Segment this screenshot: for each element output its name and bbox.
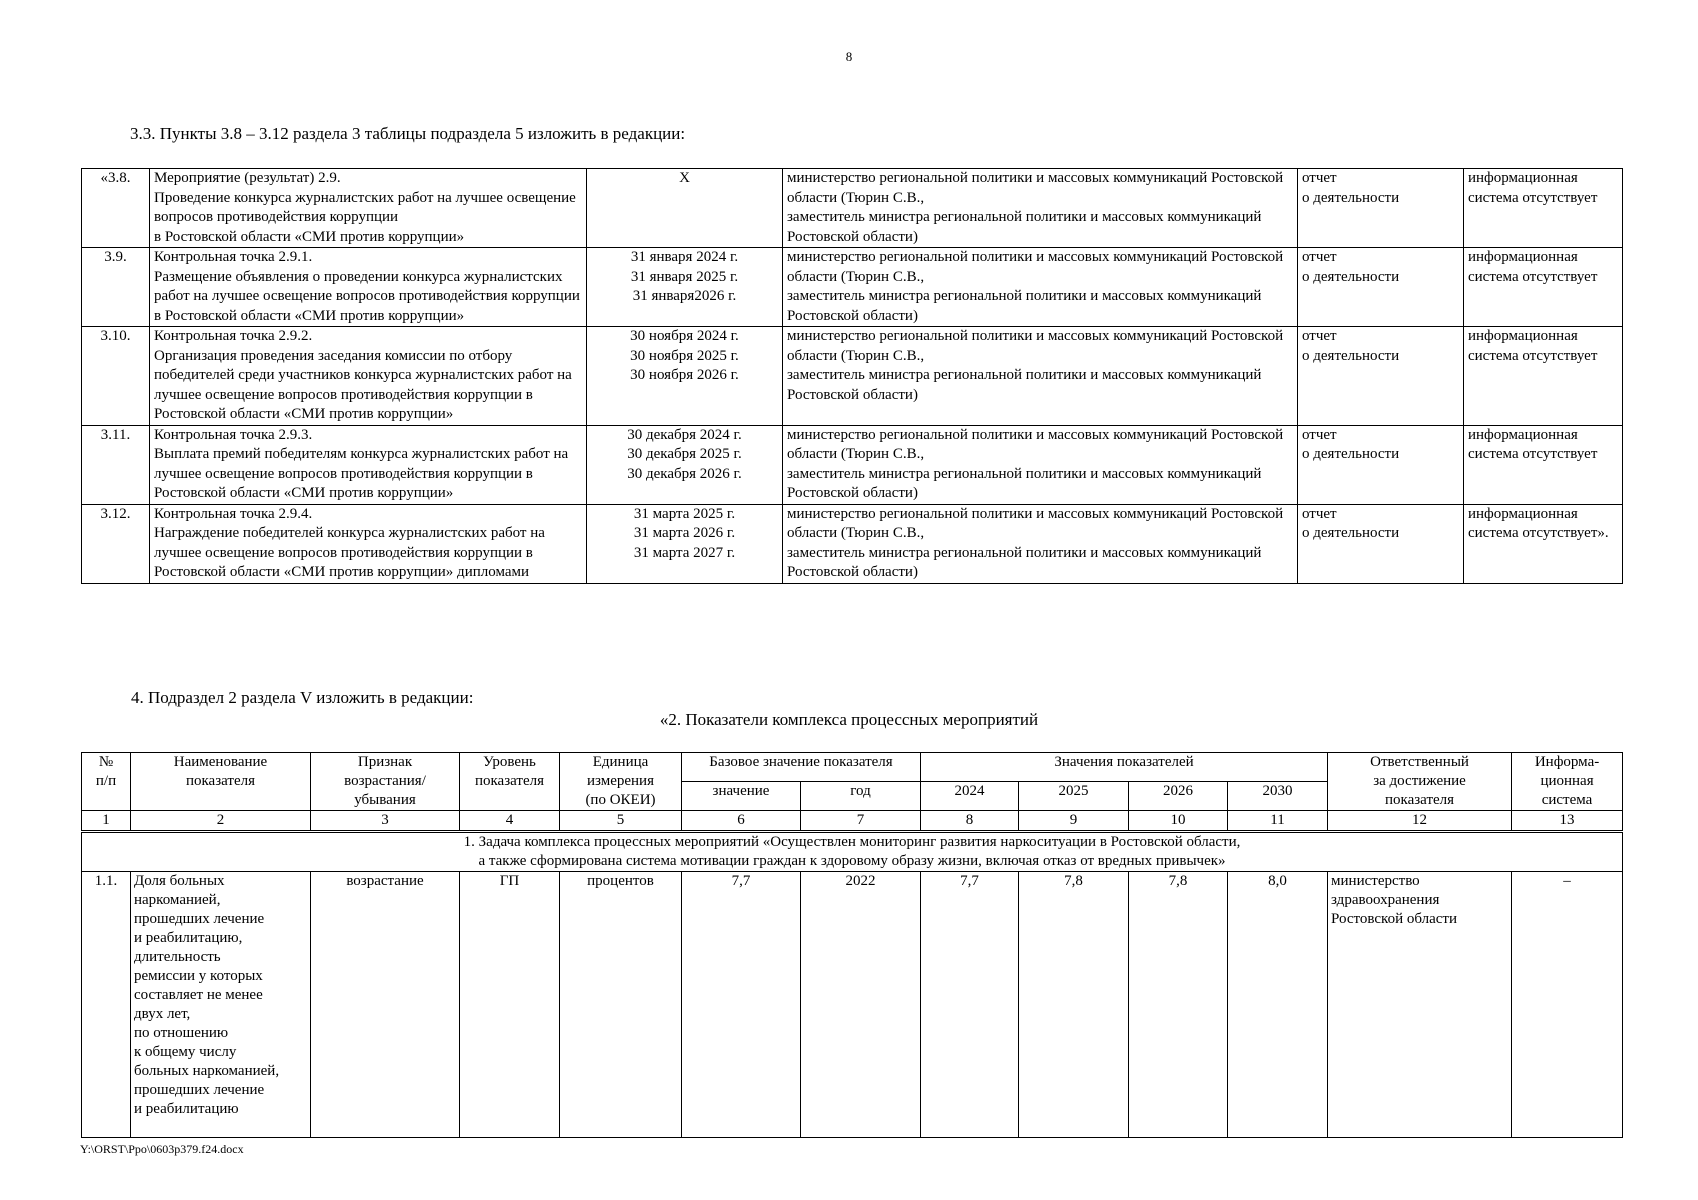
page-number: 8 (845, 49, 853, 64)
event-document: отчет о деятельности (1298, 248, 1464, 327)
indicator-unit: процентов (560, 872, 682, 1138)
event-system: информационная система отсутствует (1464, 169, 1623, 248)
column-number: 9 (1019, 811, 1129, 832)
column-number: 2 (131, 811, 311, 832)
event-responsible: министерство региональной политики и массовых коммуникаций Ростовской области (Тюрин С.В., заместитель министра региональной политики и массовых коммуникаций Ростовской области) (783, 248, 1298, 327)
column-number: 3 (311, 811, 460, 832)
event-number: 3.9. (82, 248, 150, 327)
event-responsible: министерство региональной политики и массовых коммуникаций Ростовской области (Тюрин С.В., заместитель министра региональной политики и массовых коммуникаций Ростовской области) (783, 327, 1298, 426)
header-unit: Единица измерения (по ОКЕИ) (560, 753, 682, 811)
events-table (81, 168, 1623, 584)
indicator-responsible: министерство здравоохранения Ростовской области (1328, 872, 1512, 1138)
event-system: информационная система отсутствует (1464, 327, 1623, 426)
indicator-num: 1.1. (82, 872, 131, 1138)
column-number: 11 (1228, 811, 1328, 832)
event-number: 3.11. (82, 425, 150, 504)
header-row-1 (82, 753, 1623, 782)
event-system: информационная система отсутствует». (1464, 504, 1623, 583)
event-date: 30 декабря 2024 г. 30 декабря 2025 г. 30 декабря 2026 г. (587, 425, 783, 504)
event-document: отчет о деятельности (1298, 327, 1464, 426)
header-base-year: год (801, 782, 921, 811)
footer-file-path: Y:\ORST\Ppo\0603p379.f24.docx (80, 1142, 244, 1156)
task-title: 1. Задача комплекса процессных мероприятий «Осуществлен мониторинг развития наркоситуации в Ростовской области, а также сформирована система мотивации граждан к здоровому образу жизни, включая отказ от вредных привычек» (82, 832, 1623, 872)
event-name: Контрольная точка 2.9.2. Организация проведения заседания комиссии по отбору победителей среди участников конкурса журналистских работ на лучшее освещение вопросов противодействия коррупции в Ростовской области «СМИ против коррупции» (150, 327, 587, 426)
header-2025: 2025 (1019, 782, 1129, 811)
event-row (82, 504, 1623, 583)
indicator-2030: 8,0 (1228, 872, 1328, 1138)
column-number: 4 (460, 811, 560, 832)
event-name: Контрольная точка 2.9.1. Размещение объявления о проведении конкурса журналистских работ на лучшее освещение вопросов противодействия коррупции в Ростовской области «СМИ против коррупции» (150, 248, 587, 327)
column-number: 13 (1512, 811, 1623, 832)
column-number-row (82, 811, 1623, 832)
indicator-level: ГП (460, 872, 560, 1138)
event-number: «3.8. (82, 169, 150, 248)
indicator-2024: 7,7 (921, 872, 1019, 1138)
header-name: Наименование показателя (131, 753, 311, 811)
header-num: № п/п (82, 753, 131, 811)
indicator-base-year: 2022 (801, 872, 921, 1138)
indicators-table (81, 752, 1623, 1138)
column-number: 10 (1129, 811, 1228, 832)
header-sign: Признак возрастания/ убывания (311, 753, 460, 811)
column-number: 12 (1328, 811, 1512, 832)
header-responsible: Ответственный за достижение показателя (1328, 753, 1512, 811)
header-values-group: Значения показателей (921, 753, 1328, 782)
indicator-2025: 7,8 (1019, 872, 1129, 1138)
column-number: 8 (921, 811, 1019, 832)
header-system: Информа- ционная система (1512, 753, 1623, 811)
event-number: 3.12. (82, 504, 150, 583)
indicator-2026: 7,8 (1129, 872, 1228, 1138)
event-document: отчет о деятельности (1298, 504, 1464, 583)
event-responsible: министерство региональной политики и массовых коммуникаций Ростовской области (Тюрин С.В., заместитель министра региональной политики и массовых коммуникаций Ростовской области) (783, 425, 1298, 504)
header-base-group: Базовое значение показателя (682, 753, 921, 782)
header-2030: 2030 (1228, 782, 1328, 811)
header-base-value: значение (682, 782, 801, 811)
event-name: Контрольная точка 2.9.4. Награждение победителей конкурса журналистских работ на лучшее освещение вопросов противодействия коррупции в Ростовской области «СМИ против коррупции» дипломами (150, 504, 587, 583)
header-level: Уровень показателя (460, 753, 560, 811)
section-heading-3-3: 3.3. Пункты 3.8 – 3.12 раздела 3 таблицы подраздела 5 изложить в редакции: (130, 124, 686, 143)
section-heading-4: 4. Подраздел 2 раздела V изложить в редакции: (131, 688, 474, 707)
task-row (82, 832, 1623, 872)
event-responsible: министерство региональной политики и массовых коммуникаций Ростовской области (Тюрин С.В., заместитель министра региональной политики и массовых коммуникаций Ростовской области) (783, 504, 1298, 583)
column-number: 5 (560, 811, 682, 832)
event-number: 3.10. (82, 327, 150, 426)
indicator-row (82, 872, 1623, 1138)
event-row (82, 425, 1623, 504)
event-name: Контрольная точка 2.9.3. Выплата премий победителям конкурса журналистских работ на лучшее освещение вопросов противодействия коррупции в Ростовской области «СМИ против коррупции» (150, 425, 587, 504)
indicator-sign: возрастание (311, 872, 460, 1138)
event-document: отчет о деятельности (1298, 425, 1464, 504)
event-row (82, 169, 1623, 248)
event-date: 31 января 2024 г. 31 января 2025 г. 31 января2026 г. (587, 248, 783, 327)
event-row (82, 248, 1623, 327)
event-date: 31 марта 2025 г. 31 марта 2026 г. 31 марта 2027 г. (587, 504, 783, 583)
event-document: отчет о деятельности (1298, 169, 1464, 248)
event-date: 30 ноября 2024 г. 30 ноября 2025 г. 30 ноября 2026 г. (587, 327, 783, 426)
indicator-name: Доля больных наркоманией, прошедших лечение и реабилитацию, длительность ремиссии у которых составляет не менее двух лет, по отношению к общему числу больных наркоманией, прошедших лечение и реабилитацию (131, 872, 311, 1138)
indicator-base-value: 7,7 (682, 872, 801, 1138)
event-row (82, 327, 1623, 426)
column-number: 1 (82, 811, 131, 832)
event-date: Х (587, 169, 783, 248)
indicators-table-title: «2. Показатели комплекса процессных мероприятий (659, 710, 1039, 729)
column-number: 7 (801, 811, 921, 832)
header-2024: 2024 (921, 782, 1019, 811)
indicator-system: – (1512, 872, 1623, 1138)
event-name: Мероприятие (результат) 2.9. Проведение конкурса журналистских работ на лучшее освещение вопросов противодействия коррупции в Ростовской области «СМИ против коррупции» (150, 169, 587, 248)
event-system: информационная система отсутствует (1464, 425, 1623, 504)
event-responsible: министерство региональной политики и массовых коммуникаций Ростовской области (Тюрин С.В., заместитель министра региональной политики и массовых коммуникаций Ростовской области) (783, 169, 1298, 248)
column-number: 6 (682, 811, 801, 832)
header-2026: 2026 (1129, 782, 1228, 811)
event-system: информационная система отсутствует (1464, 248, 1623, 327)
